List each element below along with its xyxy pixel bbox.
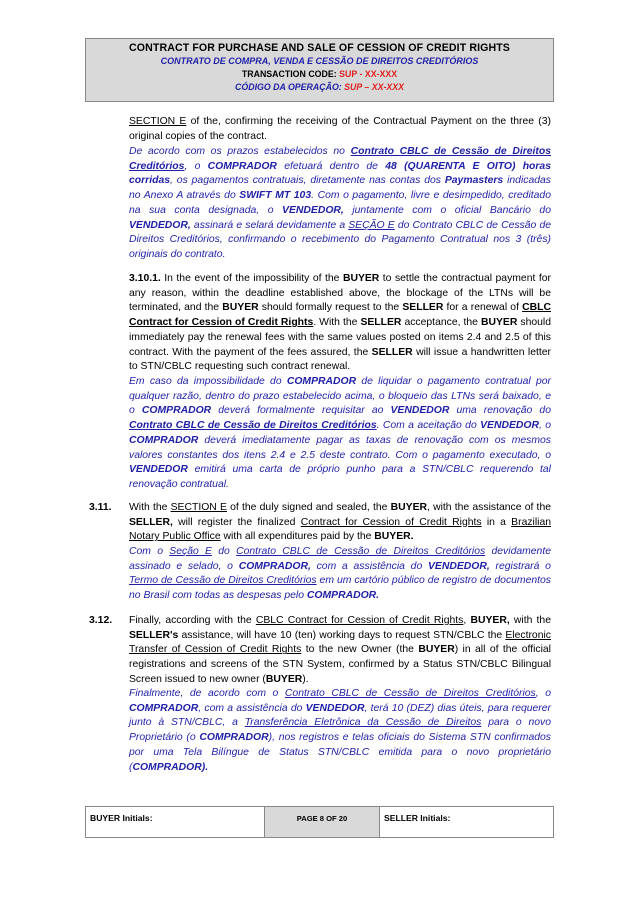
page-footer xyxy=(85,806,554,838)
section-number-3-12: 3.12. xyxy=(89,615,113,626)
paragraph-3-12-en: Finally, according with the CBLC Contract for Cession of Credit Rights, BUYER, with the SELLER's assistance, will have 10 (ten) working days to request STN/CBLC the Electronic Transfer of Cession of Credit Rights to the new Owner (the BUYER) in all of the official registrations and screens of the STN System, confirmed by a Status STN/CBLC Bilingual Screen issued to new owner (BUYER). xyxy=(129,615,551,685)
contract-title: CONTRACT FOR PURCHASE AND SALE OF CESSION OF CREDIT RIGHTS xyxy=(129,42,510,54)
paragraph-3-11-en: With the SECTION E of the duly signed and sealed, the BUYER, with the assistance of the SELLER, will register the finalized Contract for Cession of Credit Rights in a Brazilian Notary Public Office with all expenditures paid by the BUYER. xyxy=(129,502,552,543)
seller-initials: SELLER Initials: xyxy=(384,813,451,823)
buyer-initials: BUYER Initials: xyxy=(86,807,265,837)
paragraph-3-10-1-en: 3.10.1. In the event of the impossibility of the BUYER to settle the contractual payment for any reason, within the deadline established above, the blockage of the LTNs will be terminated, and the BUYER should formally request to the SELLER for a renewal of CBLC Contract for Cession of Credit Rights. With the SELLER acceptance, the BUYER should immediately pay the renewal fees with the same values posted on items 2.4 and 2.5 of this contract. With the payment of the fees assured, the SELLER will issue a handwritten letter to STN/CBLC requesting such contract renewal. xyxy=(129,273,551,373)
paragraph-3-12-pt: Finalmente, de acordo com o Contrato CBLC de Cessão de Direitos Creditórios, o COMPRADOR, com a assistência do VENDEDOR, terá 10 (DEZ) dias úteis, para requerer junto à STN/CBLC, a Transferência Eletrônica da Cessão de Direitos para o novo Proprietário (o COMPRADOR), nos registros e telas oficiais do Sistema STN confirmados por uma Tela Bilíngue de Status STN/CBLC emitida para o novo proprietário (COMPRADOR). xyxy=(129,688,552,773)
operation-code: CÓDIGO DA OPERAÇÃO: SUP – XX-XXX xyxy=(235,82,404,92)
contract-title-pt: CONTRATO DE COMPRA, VENDA E CESSÃO DE DIREITOS CREDITÓRIOS xyxy=(160,56,479,66)
page-number: PAGE 8 OF 20 xyxy=(265,807,380,837)
paragraph-section-e-en: SECTION E of the, confirming the receiving of the Contractual Payment on the three (3) original copies of the contract. xyxy=(129,116,551,142)
paragraph-3-11-pt: Com o Seção E do Contrato CBLC de Cessão de Direitos Creditórios devidamente assinado e selado, o COMPRADOR, com a assistência do VENDEDOR, registrará o Termo de Cessão de Direitos Creditórios em um cartório público de registro de documentos no Brasil com todas as despesas pelo COMPRADOR. xyxy=(129,546,552,602)
paragraph-3-10-1-pt: Em caso da impossibilidade do COMPRADOR de liquidar o pagamento contratual por qualquer razão, dentro do prazo estabelecido acima, o bloqueio das LTNs será baixado, e o COMPRADOR deverá formalmente requisitar ao VENDEDOR uma renovação do Contrato CBLC de Cessão de Direitos Creditórios. Com a aceitação do VENDEDOR, o COMPRADOR deverá imediatamente pagar as taxas de renovação com os mesmos valores constantes dos itens 2.4 e 2.5 deste contrato. Com o pagamento executado, o VENDEDOR emitirá uma carta de próprio punho para a STN/CBLC requerendo tal renovação contratual. xyxy=(129,376,552,490)
document-header xyxy=(85,38,554,102)
section-number-3-11: 3.11. xyxy=(89,502,112,513)
paragraph-section-e-pt: De acordo com os prazos estabelecidos no Contrato CBLC de Cessão de Direitos Creditórios, o COMPRADOR efetuará dentro de 48 (QUARENTA E OITO) horas corridas, os pagamentos contratuais, diretamente nas contas dos Paymasters indicadas no Anexo A através do SWIFT MT 103. Com o pagamento, livre e desimpedido, creditado na sua conta designada, o VENDEDOR, juntamente com o oficial Bancário do VENDEDOR, assinará e selará devidamente a SEÇÃO E do Contrato CBLC de Cessão de Direitos Creditórios, confirmando o recebimento do Pagamento Contratual nos 3 (três) originais do contrato. xyxy=(129,146,552,260)
transaction-code: TRANSACTION CODE: SUP - XX-XXX xyxy=(241,69,398,79)
